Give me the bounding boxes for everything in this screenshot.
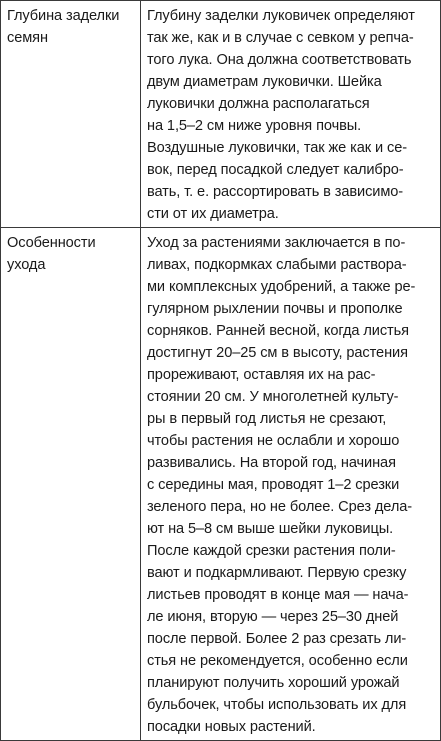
row-label-line: Глубина заделки xyxy=(7,8,120,24)
row-text-cell xyxy=(141,228,441,741)
row-label-line: ухода xyxy=(7,257,46,273)
table-row xyxy=(1,228,441,741)
text-line: стья не рекомендуется, особенно если xyxy=(147,653,408,669)
row-label-cell xyxy=(1,228,141,741)
text-line: вают и подкармливают. Первую срезку xyxy=(147,565,407,581)
text-line: планируют получить хороший урожай xyxy=(147,675,400,691)
text-line: После каждой срезки растения поли- xyxy=(147,543,396,559)
text-line: чтобы растения не ослабли и хорошо xyxy=(147,433,400,449)
text-line: развивались. На второй год, начиная xyxy=(147,455,396,471)
text-line: после первой. Более 2 раз срезать ли- xyxy=(147,631,407,647)
text-line: листьев проводят в конце мая — нача- xyxy=(147,587,409,603)
text-line: ми комплексных удобрений, а также ре- xyxy=(147,279,416,295)
row-label-line: Особенности xyxy=(7,235,96,251)
text-line: ливах, подкормках слабыми раствора- xyxy=(147,257,407,273)
text-line: того лука. Она должна соответствовать xyxy=(147,52,412,68)
text-line: сорняков. Ранней весной, когда листья xyxy=(147,323,409,339)
text-line: ры в первый год листья не срезают, xyxy=(147,411,387,427)
text-line: ют на 5–8 см выше шейки луковицы. xyxy=(147,521,394,537)
text-line: Глубину заделки луковичек определяют xyxy=(147,8,415,24)
text-line: гулярном рыхлении почвы и прополке xyxy=(147,301,403,317)
row-text-cell xyxy=(141,1,441,228)
text-line: зеленого пера, но не более. Срез дела- xyxy=(147,499,413,515)
text-line: вок, перед посадкой следует калибро- xyxy=(147,162,404,178)
text-line: двум диаметрам луковички. Шейка xyxy=(147,74,382,90)
text-line: достигнут 20–25 см в высоту, растения xyxy=(147,345,408,361)
text-line: сти от их диаметра. xyxy=(147,206,279,222)
table-row xyxy=(1,1,441,228)
text-line: вать, т. е. рассортировать в зависимо- xyxy=(147,184,404,200)
text-line: прореживают, оставляя их на рас- xyxy=(147,367,376,383)
text-line: бульбочек, чтобы использовать их для xyxy=(147,697,407,713)
text-line: так же, как и в случае с севком у репча- xyxy=(147,30,414,46)
text-line: стоянии 20 см. У многолетней культу- xyxy=(147,389,399,405)
row-label-line: семян xyxy=(7,30,48,46)
text-line: луковички должна располагаться xyxy=(147,96,370,112)
text-line: на 1,5–2 см ниже уровня почвы. xyxy=(147,118,362,134)
text-line: посадки новых растений. xyxy=(147,719,316,735)
row-label-cell xyxy=(1,1,141,228)
text-line: ле июня, вторую — через 25–30 дней xyxy=(147,609,399,625)
text-line: Воздушные луковички, так же как и се- xyxy=(147,140,407,156)
text-line: с середины мая, проводят 1–2 срезки xyxy=(147,477,400,493)
text-line: Уход за растениями заключается в по- xyxy=(147,235,406,251)
